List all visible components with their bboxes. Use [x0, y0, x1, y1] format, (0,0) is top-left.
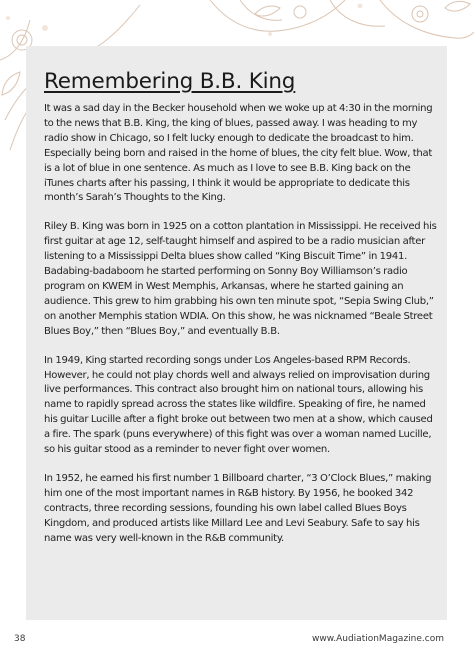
article-paragraph: Riley B. King was born in 1925 on a cotton plantation in Mississippi. He received his first guitar at age 12, self-taught himself and aspired to be a radio musician after listening to a Mississippi Delta blues show called “King Biscuit Time” in 1941. Badabing-badaboom he started performing on Sonny Boy Williamson’s radio program on KWEM in West Memphis, Arkansas, where he started gaining an audience. This grew to him grabbing his own ten minute spot, “Sepia Swing Club,” on another Memphis station WDIA. On this show, he was nicknamed “Beale Street Blues Boy,” then “Blues Boy,” and eventually B.B.	[44, 221, 437, 337]
article-panel	[26, 46, 447, 620]
site-url: www.AudiationMagazine.com	[311, 634, 444, 644]
article-paragraph: In 1949, King started recording songs under Los Angeles-based RPM Records. However, he could not play chords well and always relied on improvisation during live performances. This contract also brought him on national tours, allowing his name to rapidly spread across the states like wildfire. Speaking of fire, he named his guitar Lucille after a fight broke out between two men at a show, which caused a fire. The spark (puns everywhere) of this fight was over a woman named Lucille, so his guitar stood as a reminder to never fight over women.	[44, 354, 433, 456]
article-body	[44, 102, 437, 546]
article-paragraph: It was a sad day in the Becker household when we woke up at 4:30 in the morning to the news that B.B. King, the king of blues, passed away. I was heading to my radio show in Chicago, so I felt lucky enough to dedicate the broadcast to him. Especially being born and raised in the home of blues, the city felt blue. Wow, that is a lot of blue in one sentence. As much as I love to see B.B. King back on the iTunes charts after his passing, I think it would be appropriate to dedicate this month’s Sarah’s Thoughts to the King.	[44, 103, 433, 204]
article-paragraph: In 1952, he earned his first number 1 Billboard charter, “3 O’Clock Blues,” making him one of the most important names in R&B history. By 1956, he booked 342 contracts, three recording sessions, founding his own label called Blues Boys Kingdom, and produced artists like Millard Lee and Levi Seabury. Safe to say his name was very well-known in the R&B community.	[44, 472, 432, 544]
page-number: 38	[14, 634, 26, 644]
page-footer	[0, 634, 474, 650]
article-title: Remembering B.B. King	[44, 69, 296, 94]
